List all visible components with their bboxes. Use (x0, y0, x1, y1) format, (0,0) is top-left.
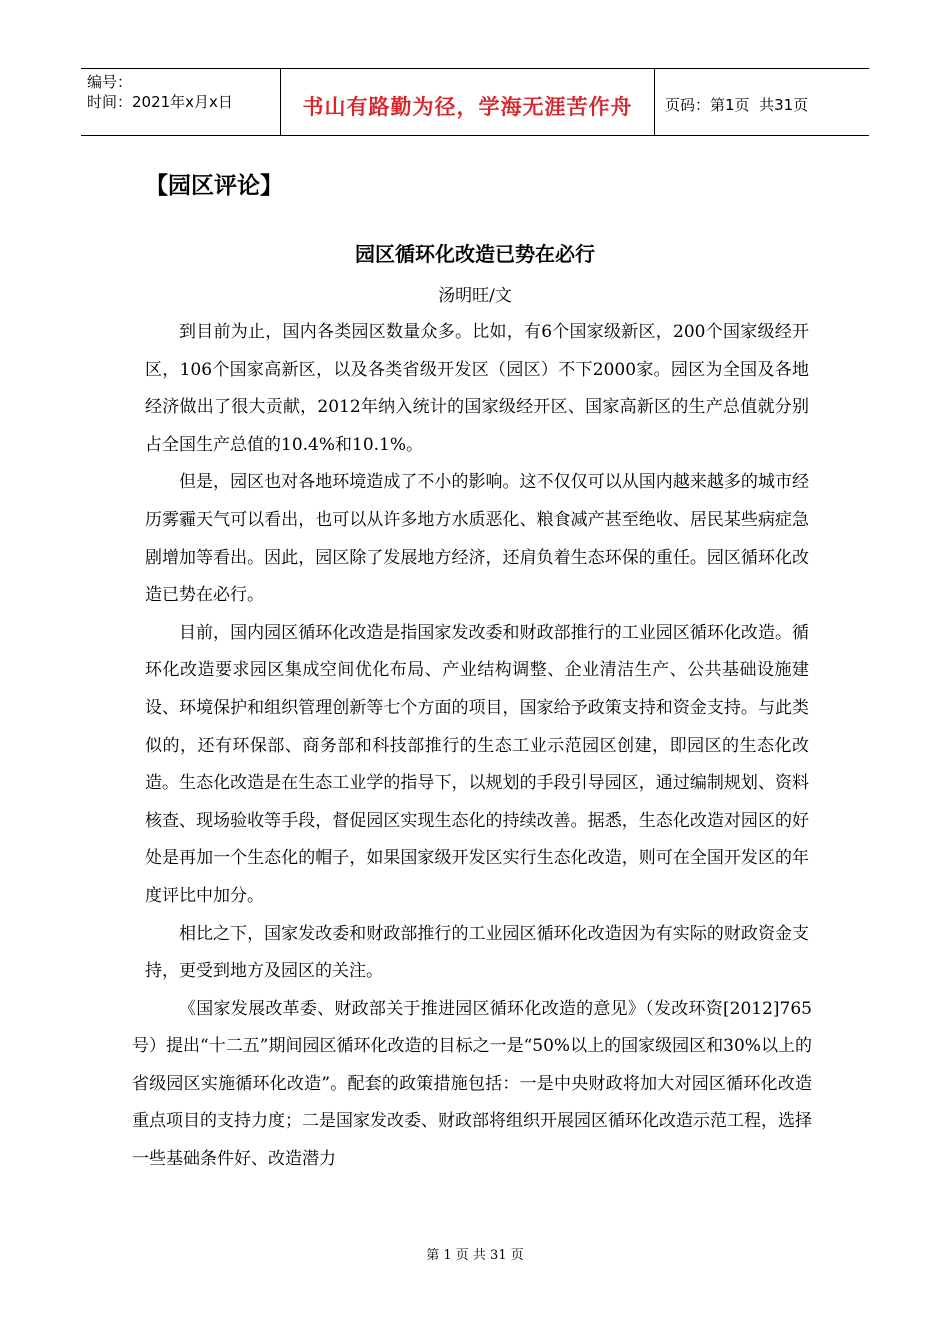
article-paragraph: 到目前为止，国内各类园区数量众多。比如，有6个国家级新区，200个国家级经开区，106个国家高新区，以及各类省级开发区（园区）不下2000家。园区为全国及各地经济做出了很大贡献，2012年纳入统计的国家级经开区、国家高新区的生产总值就分别占全国生产总值的10.4%和10.1%。 (145, 322, 809, 455)
document-number-label: 编号： (87, 73, 133, 91)
article-paragraph: 相比之下，国家发改委和财政部推行的工业园区循环化改造因为有实际的财政资金支持，更受到地方及园区的关注。 (145, 923, 809, 982)
article-paragraph: 但是，园区也对各地环境造成了不小的影响。这不仅仅可以从国内越来越多的城市经历雾霾天气可以看出，也可以从许多地方水质恶化、粮食减产甚至绝收、居民某些病症急剧增加等看出。因此，园区除了发展地方经济，还肩负着生态环保的重任。园区循环化改造已势在必行。 (145, 472, 809, 606)
document-date: 时间：2021年x月x日 (87, 93, 233, 111)
header-page-info: 页码：第1页 共31页 (665, 95, 809, 114)
article-paragraph: 《国家发展改革委、财政部关于推进园区循环化改造的意见》（发改环资[2012]765号）提出“十二五”期间园区循环化改造的目标之一是“50%以上的国家级园区和30%以上的省级园区实施循环化改造”。配套的政策措施包括：一是中央财政将加大对园区循环化改造重点项目的支持力度；二是国家发改委、财政部将组织开展园区循环化改造示范工程，选择一些基础条件好、改造潜力 (132, 998, 812, 1170)
header-motto-cell (281, 69, 655, 135)
header-meta (81, 69, 281, 135)
header-motto: 书山有路勤为径，学海无涯苦作舟 (302, 95, 633, 119)
article-body (132, 314, 812, 1179)
section-heading: 【园区评论】 (145, 173, 283, 199)
article-title: 园区循环化改造已势在必行 (355, 242, 595, 266)
article-paragraph: 目前，国内园区循环化改造是指国家发改委和财政部推行的工业园区循环化改造。循环化改造要求园区集成空间优化布局、产业结构调整、企业清洁生产、公共基础设施建设、环境保护和组织管理创新等七个方面的项目，国家给予政策支持和资金支持。与此类似的，还有环保部、商务部和科技部推行的生态工业示范园区创建，即园区的生态化改造。生态化改造是在生态工业学的指导下，以规划的手段引导园区，通过编制规划、资料核查、现场验收等手段，督促园区实现生态化的持续改善。据悉，生态化改造对园区的好处是再加一个生态化的帽子，如果国家级开发区实行生态化改造，则可在全国开发区的年度评比中加分。 (145, 622, 809, 906)
document-header (81, 68, 869, 136)
article-author: 汤明旺/文 (438, 286, 512, 306)
page-footer: 第 1 页 共 31 页 (426, 1248, 524, 1263)
